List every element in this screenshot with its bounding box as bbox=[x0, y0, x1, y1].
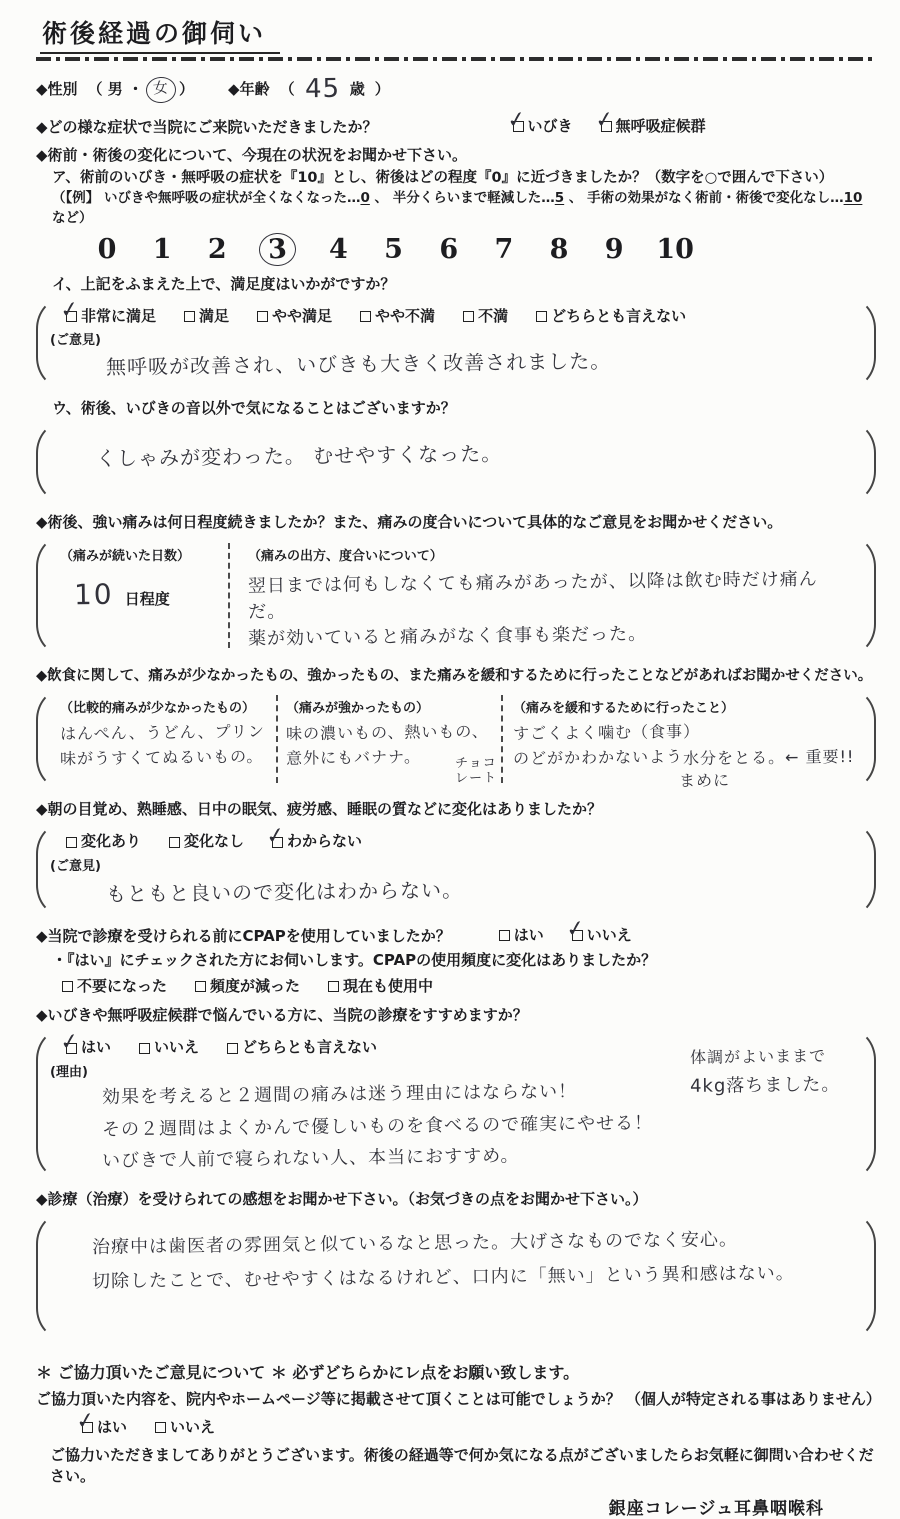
impression-heading: ◆診療（治療）を受けられての感想をお聞かせ下さい。（お気づきの点をお聞かせ下さい。） bbox=[36, 1190, 648, 1209]
cpap-question-options bbox=[499, 916, 660, 947]
checkbox-option[interactable] bbox=[593, 106, 706, 138]
checkbox-option[interactable] bbox=[58, 1028, 112, 1059]
handwritten-after-sound-comment: くしゃみが変わった。 むせやすくなった。 bbox=[95, 441, 503, 471]
checkbox-icon bbox=[58, 1028, 81, 1056]
sleep-comment-line bbox=[106, 876, 846, 905]
gender-selected-circle[interactable]: 女 bbox=[145, 76, 177, 104]
sleep-opinion-label: (ご意見) bbox=[50, 859, 101, 875]
handwritten-check-icon: ✓ bbox=[593, 106, 615, 135]
checkbox-label: 不満 bbox=[478, 306, 509, 325]
handwritten-check-icon: ✓ bbox=[74, 1407, 97, 1436]
handwritten-pain-detail-2: 薬が効いていると痛みがなく食事も楽だった。 bbox=[247, 623, 648, 650]
gender-paren-close: ） bbox=[179, 79, 195, 98]
scale-number[interactable]: 8 bbox=[549, 233, 569, 265]
handwritten-reason-line3: いびきで人前で寝られない人、本当におすすめ。 bbox=[101, 1145, 520, 1172]
checkbox-option[interactable] bbox=[155, 1417, 215, 1439]
checkbox-icon bbox=[62, 981, 73, 992]
handwritten-check-icon: ✓ bbox=[58, 1028, 81, 1056]
checkbox-option[interactable] bbox=[74, 1407, 128, 1439]
checkbox-option[interactable] bbox=[360, 306, 435, 328]
handwritten-food-col3-line1: すごくよく噛む（食事） bbox=[512, 722, 701, 744]
example-num-5: 5 bbox=[554, 190, 565, 207]
sleep-heading: ◆朝の目覚め、熟睡感、日中の眠気、疲労感、睡眠の質などに変化はありましたか？ bbox=[36, 800, 602, 819]
handwritten-food-col3-line2b: 水分をとる。← 重要!! bbox=[682, 747, 855, 769]
age-value-handwritten[interactable]: 45 bbox=[304, 73, 340, 105]
checkbox-icon bbox=[66, 837, 77, 848]
checkbox-icon bbox=[328, 981, 339, 992]
section-sleep bbox=[36, 798, 880, 917]
checkbox-label: はい bbox=[513, 926, 544, 945]
checkbox-icon bbox=[593, 106, 615, 135]
cpap-sub-question: ・『はい』にチェックされた方にお伺いします。CPAPの使用頻度に変化はありましたか？ bbox=[52, 950, 657, 969]
checkbox-option[interactable] bbox=[499, 925, 544, 947]
food-grid bbox=[58, 695, 855, 791]
gender-label: ◆性別 bbox=[36, 79, 78, 98]
age-paren-close: ） bbox=[374, 79, 390, 98]
checkbox-option[interactable] bbox=[169, 831, 244, 853]
checkbox-icon bbox=[184, 311, 195, 322]
sleep-options bbox=[66, 822, 846, 853]
section-change bbox=[36, 144, 880, 265]
handwritten-food-col1-line1: はんぺん、うどん、プリン bbox=[59, 722, 266, 744]
checkbox-label: いびき bbox=[527, 116, 573, 135]
profile-row bbox=[36, 71, 880, 109]
checkbox-icon bbox=[257, 311, 268, 322]
pain-days-unit: 日程度 bbox=[124, 590, 170, 609]
food-column-relief bbox=[503, 695, 862, 791]
side-note-line2: 4kg落ちました。 bbox=[689, 1074, 841, 1098]
scale-number[interactable]: 10 bbox=[656, 233, 694, 265]
handwritten-pain-detail-1: 翌日までは何もしなくても痛みがあったが、以降は飲む時だけ痛んだ。 bbox=[247, 569, 818, 624]
section-after-sound bbox=[36, 397, 880, 503]
checkbox-option[interactable] bbox=[62, 976, 167, 998]
cpap-sub-options bbox=[62, 976, 880, 998]
checkbox-option[interactable] bbox=[184, 306, 229, 328]
change-sub-a: ア、術前のいびき・無呼吸の症状を『10』とし、術後はどの程度『0』に近づきましたか？（数字を○で囲んで下さい） bbox=[52, 170, 834, 187]
food-col1-label: （比較的痛みが少なかったもの） bbox=[60, 701, 256, 717]
food-heading: ◆飲食に関して、痛みが少なかったもの、強かったもの、また痛みを緩和するために行ったことなどがあればお聞かせください。 bbox=[36, 668, 873, 685]
handwritten-reason-line1: 効果を考えると２週間の痛みは迷う理由にはならない！ bbox=[101, 1081, 578, 1108]
cpap-question: ◆当院で診療を受けられる前にCPAPを使用していましたか？ bbox=[36, 927, 451, 946]
handwritten-sleep-comment: もともと良いので変化はわからない。 bbox=[105, 877, 464, 907]
age-label: ◆年齢 bbox=[228, 79, 270, 98]
section-food bbox=[36, 664, 880, 790]
example-seg3: 、 手術の効果がなく術前・術後で変化なし… bbox=[564, 190, 844, 207]
symptoms-question: ◆どの様な症状で当院にご来院いただきましたか？ bbox=[36, 118, 378, 137]
choco-note-line1: チョコ bbox=[454, 756, 497, 772]
dashed-divider bbox=[36, 57, 874, 61]
checkbox-label: どちらとも言えない bbox=[551, 306, 687, 325]
checkbox-option[interactable] bbox=[227, 1037, 377, 1059]
pain-heading: ◆術後、強い痛みは何日程度続きましたか？また、痛みの度合いについて具体的なご意見をお聞かせください。 bbox=[36, 513, 783, 532]
handwritten-food-col2-line1: 味の濃いもの、熱いもの、 bbox=[285, 722, 489, 744]
recommend-reason-label: (理由) bbox=[50, 1065, 88, 1081]
checkbox-label: いいえ bbox=[586, 926, 632, 945]
handwritten-days-value: 10 bbox=[73, 578, 114, 612]
section-satisfaction bbox=[36, 273, 880, 390]
pain-detail-column bbox=[230, 543, 852, 648]
scale-number[interactable]: 7 bbox=[494, 233, 514, 265]
checkbox-label: わからない bbox=[287, 832, 363, 851]
symptoms-row bbox=[36, 106, 880, 138]
clinic-name: 銀座コレージュ耳鼻咽喉科 bbox=[608, 1499, 824, 1519]
scale-number[interactable]: 5 bbox=[384, 233, 403, 265]
checkbox-label: やや不満 bbox=[375, 306, 436, 325]
checkbox-label: はい bbox=[97, 1417, 128, 1436]
checkbox-option[interactable] bbox=[195, 976, 300, 998]
scale-number[interactable]: 6 bbox=[439, 233, 459, 265]
age-unit: 歳 bbox=[349, 79, 365, 98]
page-title: 術後経過の御伺い bbox=[40, 14, 280, 54]
checkbox-option[interactable] bbox=[264, 822, 363, 853]
handwritten-choco-note bbox=[455, 757, 497, 787]
checkbox-icon bbox=[227, 1043, 238, 1054]
symptoms-options bbox=[505, 106, 734, 138]
food-column-less-pain bbox=[58, 695, 278, 783]
checkbox-label: 非常に満足 bbox=[81, 306, 157, 325]
checkbox-label: はい bbox=[81, 1038, 112, 1057]
example-num-0: 0 bbox=[360, 190, 370, 207]
gender-options: （ 男 ・ bbox=[87, 79, 143, 98]
checkbox-label: 満足 bbox=[199, 306, 230, 325]
example-seg2: 、 半分くらいまで軽減した… bbox=[369, 190, 555, 207]
food-col3-label: （痛みを緩和するために行ったこと） bbox=[513, 701, 735, 717]
checkbox-icon bbox=[58, 296, 81, 324]
food-answer-box bbox=[36, 688, 876, 790]
food-col2-label: （痛みが強かったもの） bbox=[286, 701, 430, 717]
checkbox-label: 現在も使用中 bbox=[343, 976, 434, 995]
checkbox-icon bbox=[499, 930, 510, 941]
handwritten-check-icon: ✓ bbox=[505, 106, 527, 135]
handwritten-check-icon: ✓ bbox=[564, 916, 587, 944]
pain-answer-box bbox=[36, 535, 876, 656]
after-sound-answer-box bbox=[36, 421, 876, 503]
recommend-question: ◆いびきや無呼吸症候群で悩んでいる方に、当院の診療をすすめますか？ bbox=[36, 1006, 528, 1025]
scale-row bbox=[94, 233, 694, 266]
pain-days-line bbox=[60, 578, 222, 611]
after-sound-heading: ウ、術後、いびきの音以外で気になることはございますか？ bbox=[52, 399, 456, 418]
example-seg4: など） bbox=[52, 210, 93, 227]
handwritten-reason-line2: その２週間はよくかんで優しいものを食べるので確実にやせる！ bbox=[101, 1112, 654, 1141]
checkbox-label: どちらとも言えない bbox=[242, 1038, 378, 1057]
handwritten-food-col1-line2: 味がうすくてぬるいもの。 bbox=[59, 747, 264, 769]
side-note-line1: 体調がよいままで bbox=[689, 1046, 826, 1068]
satisfaction-comment-line bbox=[105, 348, 846, 380]
checkbox-icon bbox=[169, 837, 180, 848]
section-footer bbox=[36, 1360, 880, 1519]
handwritten-insert-mameni: まめに bbox=[678, 771, 731, 791]
scale-number[interactable]: 1 bbox=[152, 233, 172, 265]
checkbox-label: 無呼吸症候群 bbox=[615, 116, 706, 135]
checkbox-icon bbox=[536, 311, 547, 322]
change-heading: ◆術前・術後の変化について、今現在の状況をお聞かせ下さい。 bbox=[36, 146, 467, 165]
checkbox-option[interactable] bbox=[58, 296, 157, 328]
food-column-more-pain bbox=[278, 695, 503, 787]
checkbox-icon bbox=[155, 1422, 166, 1433]
checkbox-option[interactable] bbox=[564, 916, 632, 947]
checkbox-icon bbox=[195, 981, 206, 992]
footer-options bbox=[74, 1407, 880, 1439]
checkbox-option[interactable] bbox=[505, 106, 573, 138]
handwritten-side-note bbox=[690, 1044, 840, 1097]
checkbox-icon bbox=[360, 311, 371, 322]
scale-number[interactable]: 9 bbox=[604, 233, 624, 265]
handwritten-impression-line2: 切除したことで、むせやすくはなるけれど、口内に「無い」という異和感はない。 bbox=[91, 1262, 795, 1293]
pain-grid bbox=[60, 543, 852, 648]
handwritten-food-col3-line2a: のどがかわかないよう bbox=[512, 747, 684, 769]
footer-heading: ＊ ご協力頂いたご意見について ＊ 必ずどちらかにレ点をお願い致します。 bbox=[36, 1363, 580, 1383]
sleep-answer-box bbox=[36, 822, 876, 917]
checkbox-option[interactable] bbox=[536, 306, 686, 328]
impression-answer-box bbox=[36, 1212, 876, 1340]
checkbox-icon bbox=[463, 311, 474, 322]
scale-number[interactable]: 2 bbox=[207, 233, 227, 265]
checkbox-label: 不要になった bbox=[77, 976, 168, 995]
satisfaction-heading: イ、上記をふまえた上で、満足度はいかがですか？ bbox=[52, 274, 396, 293]
footer-question: ご協力頂いた内容を、院内やホームページ等に掲載させて頂くことは可能でしょうか？ （個人が特定される事はありません） bbox=[36, 1390, 881, 1409]
checkbox-icon bbox=[564, 916, 587, 944]
satisfaction-answer-box bbox=[36, 297, 876, 390]
checkbox-option[interactable] bbox=[139, 1037, 199, 1059]
scale-number[interactable]: 4 bbox=[329, 233, 348, 265]
section-pain bbox=[36, 511, 880, 656]
title-block bbox=[36, 10, 880, 61]
checkbox-icon bbox=[139, 1043, 150, 1054]
checkbox-label: 頻度が減った bbox=[210, 976, 301, 995]
checkbox-icon bbox=[264, 822, 287, 850]
pain-days-column bbox=[60, 543, 230, 648]
example-seg1: （【例】 いびきや無呼吸の症状が全くなくなった… bbox=[52, 190, 361, 207]
section-cpap bbox=[36, 916, 880, 997]
checkbox-label: 変化なし bbox=[184, 832, 245, 851]
checkbox-icon bbox=[74, 1407, 97, 1436]
opinion-label: (ご意見) bbox=[50, 333, 101, 349]
pain-detail-label: （痛みの出方、度合いについて） bbox=[248, 549, 443, 565]
footer-thanks: ご協力いただきましてありがとうございます。術後の経過等で何か気になる点がございましたらお気軽に御問い合わせください。 bbox=[50, 1445, 874, 1486]
age-paren-open: （ bbox=[279, 79, 295, 98]
checkbox-icon bbox=[505, 106, 527, 135]
checkbox-option[interactable] bbox=[463, 306, 508, 328]
example-num-10: 10 bbox=[843, 190, 863, 207]
handwritten-check-icon: ✓ bbox=[264, 822, 287, 850]
recommend-answer-box bbox=[36, 1028, 876, 1180]
checkbox-option[interactable] bbox=[257, 306, 332, 328]
handwritten-satisfaction-comment: 無呼吸が改善され、いびきも大きく改善されました。 bbox=[105, 349, 612, 380]
scale-number[interactable]: 0 bbox=[97, 233, 117, 265]
satisfaction-options bbox=[58, 296, 846, 328]
checkbox-option[interactable] bbox=[66, 831, 141, 853]
checkbox-label: 変化あり bbox=[81, 832, 142, 851]
choco-note-line2: レート bbox=[454, 771, 498, 787]
checkbox-label: やや満足 bbox=[272, 306, 333, 325]
checkbox-option[interactable] bbox=[328, 976, 433, 998]
section-impression bbox=[36, 1188, 880, 1340]
pain-days-label: （痛みが続いた日数） bbox=[60, 549, 191, 565]
handwritten-impression-line1: 治療中は歯医者の雰囲気と似ているなと思った。大げさなものでなく安心。 bbox=[91, 1229, 739, 1259]
checkbox-label: いいえ bbox=[154, 1038, 200, 1057]
cpap-question-row bbox=[36, 916, 880, 947]
handwritten-food-col2-line2: 意外にもバナナ。 bbox=[285, 747, 422, 769]
handwritten-check-icon: ✓ bbox=[58, 296, 81, 324]
after-sound-comment-line bbox=[96, 440, 846, 469]
checkbox-label: いいえ bbox=[170, 1417, 216, 1436]
scale-number-selected[interactable]: 3 bbox=[259, 232, 297, 267]
change-example-line bbox=[52, 189, 880, 228]
section-recommend bbox=[36, 1004, 880, 1180]
